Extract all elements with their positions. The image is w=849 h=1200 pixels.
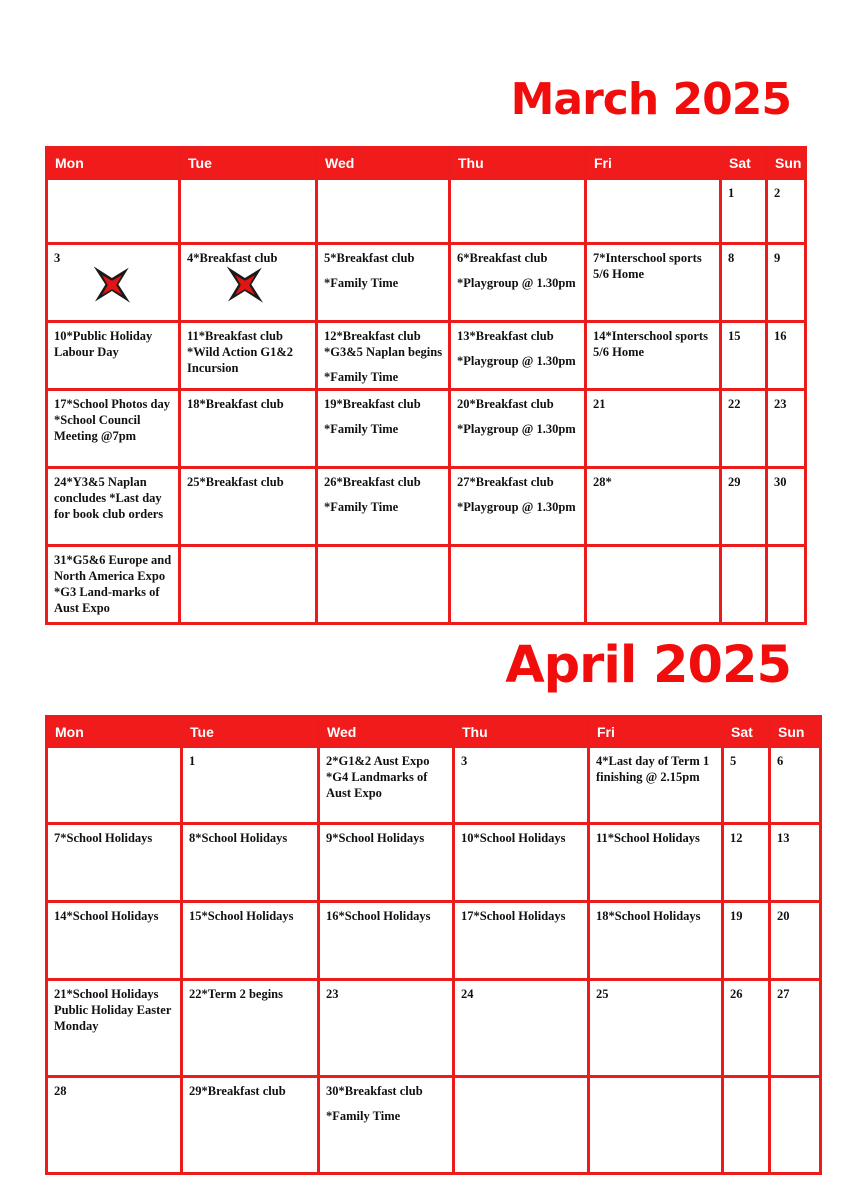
- day-cell: [723, 747, 770, 824]
- day-entry: 10*Public Holiday Labour Day: [54, 329, 153, 359]
- event-line: *Playgroup @ 1.30pm: [457, 276, 576, 290]
- day-cell: [723, 902, 770, 980]
- day-cell: [721, 390, 767, 468]
- day-entry: 1: [728, 186, 735, 200]
- weekday-header-tue: Tue: [182, 717, 319, 747]
- day-cell: [454, 980, 589, 1077]
- day-entry: 29*Breakfast club: [189, 1084, 286, 1098]
- day-cell: [317, 468, 450, 546]
- weekday-header-row: [47, 148, 806, 179]
- event-line: *Playgroup @ 1.30pm: [457, 422, 576, 436]
- day-cell: [47, 747, 182, 824]
- day-cell: [586, 322, 721, 390]
- event-line: *Family Time: [326, 1109, 401, 1123]
- day-entry: 29: [728, 475, 741, 489]
- weekday-header-row: [47, 717, 821, 747]
- day-cell: [47, 244, 180, 322]
- weekday-header-tue: Tue: [180, 148, 317, 179]
- day-entry: 2*G1&2 Aust Expo *G4 Landmarks of Aust Expo: [326, 754, 430, 800]
- day-cell: [180, 244, 317, 322]
- day-entry: 15*School Holidays: [189, 909, 294, 923]
- day-entry: 9: [774, 251, 781, 265]
- day-entry: 22: [728, 397, 741, 411]
- day-cell: [721, 179, 767, 244]
- day-entry: 23: [774, 397, 787, 411]
- day-cell: [770, 902, 821, 980]
- day-entry: 18*Breakfast club: [187, 397, 284, 411]
- day-cell: [182, 980, 319, 1077]
- day-cell: [454, 902, 589, 980]
- day-entry: 21: [593, 397, 606, 411]
- day-cell: [589, 902, 723, 980]
- day-entry: 9*School Holidays: [326, 831, 425, 845]
- weekday-header-fri: Fri: [586, 148, 721, 179]
- day-entry: 8*School Holidays: [189, 831, 288, 845]
- red-cross-icon: [217, 259, 273, 311]
- day-cell: [770, 1077, 821, 1174]
- day-entry: 28: [54, 1084, 67, 1098]
- day-entry: 14*Interschool sports 5/6 Home: [593, 329, 708, 359]
- day-entry: 21*School Holidays Public Holiday Easter Monday: [54, 987, 172, 1033]
- day-cell: [319, 1077, 454, 1174]
- day-cell: [767, 244, 806, 322]
- day-cell: [47, 902, 182, 980]
- week-row: [47, 902, 821, 980]
- day-cell: [180, 390, 317, 468]
- day-cell: [767, 546, 806, 624]
- event-line: *Family Time: [324, 422, 399, 436]
- day-cell: [180, 179, 317, 244]
- weekday-header-wed: Wed: [319, 717, 454, 747]
- day-entry: 25: [596, 987, 609, 1001]
- event-line: *Family Time: [324, 370, 399, 384]
- day-entry: 30*Breakfast club: [326, 1084, 423, 1098]
- week-row: [47, 468, 806, 546]
- day-cell: [180, 322, 317, 390]
- day-entry: 4*Last day of Term 1 finishing @ 2.15pm: [596, 754, 710, 784]
- day-cell: [589, 980, 723, 1077]
- day-cell: [319, 980, 454, 1077]
- day-cell: [450, 468, 586, 546]
- day-cell: [317, 322, 450, 390]
- day-entry: 12: [730, 831, 743, 845]
- day-entry: 1: [189, 754, 196, 768]
- day-entry: 5*Breakfast club: [324, 251, 415, 265]
- day-cell: [723, 1077, 770, 1174]
- weekday-header-thu: Thu: [454, 717, 589, 747]
- week-row: [47, 546, 806, 624]
- day-entry: 27: [777, 987, 790, 1001]
- day-cell: [767, 322, 806, 390]
- day-cell: [723, 824, 770, 902]
- day-cell: [454, 824, 589, 902]
- day-entry: 3: [461, 754, 468, 768]
- weekday-header-thu: Thu: [450, 148, 586, 179]
- day-cell: [721, 546, 767, 624]
- day-entry: 19*Breakfast club: [324, 397, 421, 411]
- day-entry: 15: [728, 329, 741, 343]
- day-cell: [319, 824, 454, 902]
- day-cell: [723, 980, 770, 1077]
- day-entry: 4*Breakfast club: [187, 251, 278, 265]
- day-cell: [319, 902, 454, 980]
- day-entry: 26*Breakfast club: [324, 475, 421, 489]
- day-cell: [454, 747, 589, 824]
- day-cell: [317, 179, 450, 244]
- day-entry: 20: [777, 909, 790, 923]
- day-entry: 6*Breakfast club: [457, 251, 548, 265]
- day-cell: [450, 244, 586, 322]
- day-entry: 24: [461, 987, 474, 1001]
- day-cell: [47, 1077, 182, 1174]
- day-entry: 31*G5&6 Europe and North America Expo *G3 Land-marks of Aust Expo: [54, 553, 172, 615]
- day-cell: [770, 747, 821, 824]
- day-cell: [770, 980, 821, 1077]
- april-title: April 2025: [505, 636, 791, 695]
- week-row: [47, 244, 806, 322]
- day-cell: [182, 824, 319, 902]
- event-line: *Playgroup @ 1.30pm: [457, 354, 576, 368]
- day-entry: 11*Breakfast club *Wild Action G1&2 Incursion: [187, 329, 294, 375]
- march-calendar: [45, 146, 807, 625]
- day-cell: [721, 322, 767, 390]
- day-cell: [589, 747, 723, 824]
- day-cell: [47, 322, 180, 390]
- day-cell: [182, 747, 319, 824]
- day-cell: [721, 468, 767, 546]
- day-entry: 28*: [593, 475, 612, 489]
- day-cell: [47, 390, 180, 468]
- week-row: [47, 824, 821, 902]
- day-cell: [589, 824, 723, 902]
- day-cell: [454, 1077, 589, 1174]
- day-entry: 2: [774, 186, 781, 200]
- day-cell: [450, 322, 586, 390]
- weekday-header-sun: Sun: [770, 717, 821, 747]
- day-cell: [586, 546, 721, 624]
- day-cell: [182, 1077, 319, 1174]
- day-cell: [47, 824, 182, 902]
- day-cell: [317, 546, 450, 624]
- day-entry: 22*Term 2 begins: [189, 987, 283, 1001]
- day-entry: 10*School Holidays: [461, 831, 566, 845]
- march-title: March 2025: [510, 74, 791, 125]
- day-entry: 11*School Holidays: [596, 831, 700, 845]
- day-entry: 12*Breakfast club *G3&5 Naplan begins: [324, 329, 443, 359]
- weekday-header-mon: Mon: [47, 148, 180, 179]
- day-entry: 8: [728, 251, 735, 265]
- day-cell: [450, 390, 586, 468]
- weekday-header-mon: Mon: [47, 717, 182, 747]
- day-cell: [180, 468, 317, 546]
- day-cell: [180, 546, 317, 624]
- day-entry: 23: [326, 987, 339, 1001]
- day-cell: [767, 468, 806, 546]
- day-entry: 16: [774, 329, 787, 343]
- day-cell: [182, 902, 319, 980]
- day-entry: 7*Interschool sports 5/6 Home: [593, 251, 702, 281]
- event-line: *Playgroup @ 1.30pm: [457, 500, 576, 514]
- red-cross-icon: [84, 259, 140, 311]
- week-row: [47, 980, 821, 1077]
- day-entry: 26: [730, 987, 743, 1001]
- day-cell: [47, 468, 180, 546]
- day-entry: 13: [777, 831, 790, 845]
- april-calendar: [45, 715, 822, 1175]
- day-entry: 3: [54, 251, 61, 265]
- event-line: *Family Time: [324, 500, 399, 514]
- week-row: [47, 390, 806, 468]
- week-row: [47, 1077, 821, 1174]
- weekday-header-sat: Sat: [723, 717, 770, 747]
- weekday-header-fri: Fri: [589, 717, 723, 747]
- day-entry: 27*Breakfast club: [457, 475, 554, 489]
- day-cell: [767, 179, 806, 244]
- day-entry: 25*Breakfast club: [187, 475, 284, 489]
- day-cell: [586, 390, 721, 468]
- day-cell: [47, 179, 180, 244]
- day-entry: 6: [777, 754, 784, 768]
- day-entry: 19: [730, 909, 743, 923]
- day-cell: [47, 980, 182, 1077]
- weekday-header-wed: Wed: [317, 148, 450, 179]
- day-cell: [770, 824, 821, 902]
- day-cell: [721, 244, 767, 322]
- day-cell: [586, 244, 721, 322]
- day-cell: [586, 179, 721, 244]
- day-cell: [317, 244, 450, 322]
- day-entry: 24*Y3&5 Naplan concludes *Last day for book club orders: [54, 475, 164, 521]
- day-cell: [586, 468, 721, 546]
- day-cell: [47, 546, 180, 624]
- day-entry: 14*School Holidays: [54, 909, 159, 923]
- day-cell: [317, 390, 450, 468]
- day-entry: 16*School Holidays: [326, 909, 431, 923]
- week-row: [47, 747, 821, 824]
- day-entry: 5: [730, 754, 737, 768]
- day-entry: 17*School Photos day *School Council Meeting @7pm: [54, 397, 170, 443]
- day-entry: 17*School Holidays: [461, 909, 566, 923]
- week-row: [47, 322, 806, 390]
- day-entry: 18*School Holidays: [596, 909, 701, 923]
- day-cell: [767, 390, 806, 468]
- day-entry: 20*Breakfast club: [457, 397, 554, 411]
- day-cell: [450, 546, 586, 624]
- event-line: *Family Time: [324, 276, 399, 290]
- day-cell: [319, 747, 454, 824]
- week-row: [47, 179, 806, 244]
- day-cell: [450, 179, 586, 244]
- weekday-header-sat: Sat: [721, 148, 767, 179]
- day-cell: [589, 1077, 723, 1174]
- day-entry: 7*School Holidays: [54, 831, 153, 845]
- weekday-header-sun: Sun: [767, 148, 806, 179]
- day-entry: 30: [774, 475, 787, 489]
- day-entry: 13*Breakfast club: [457, 329, 554, 343]
